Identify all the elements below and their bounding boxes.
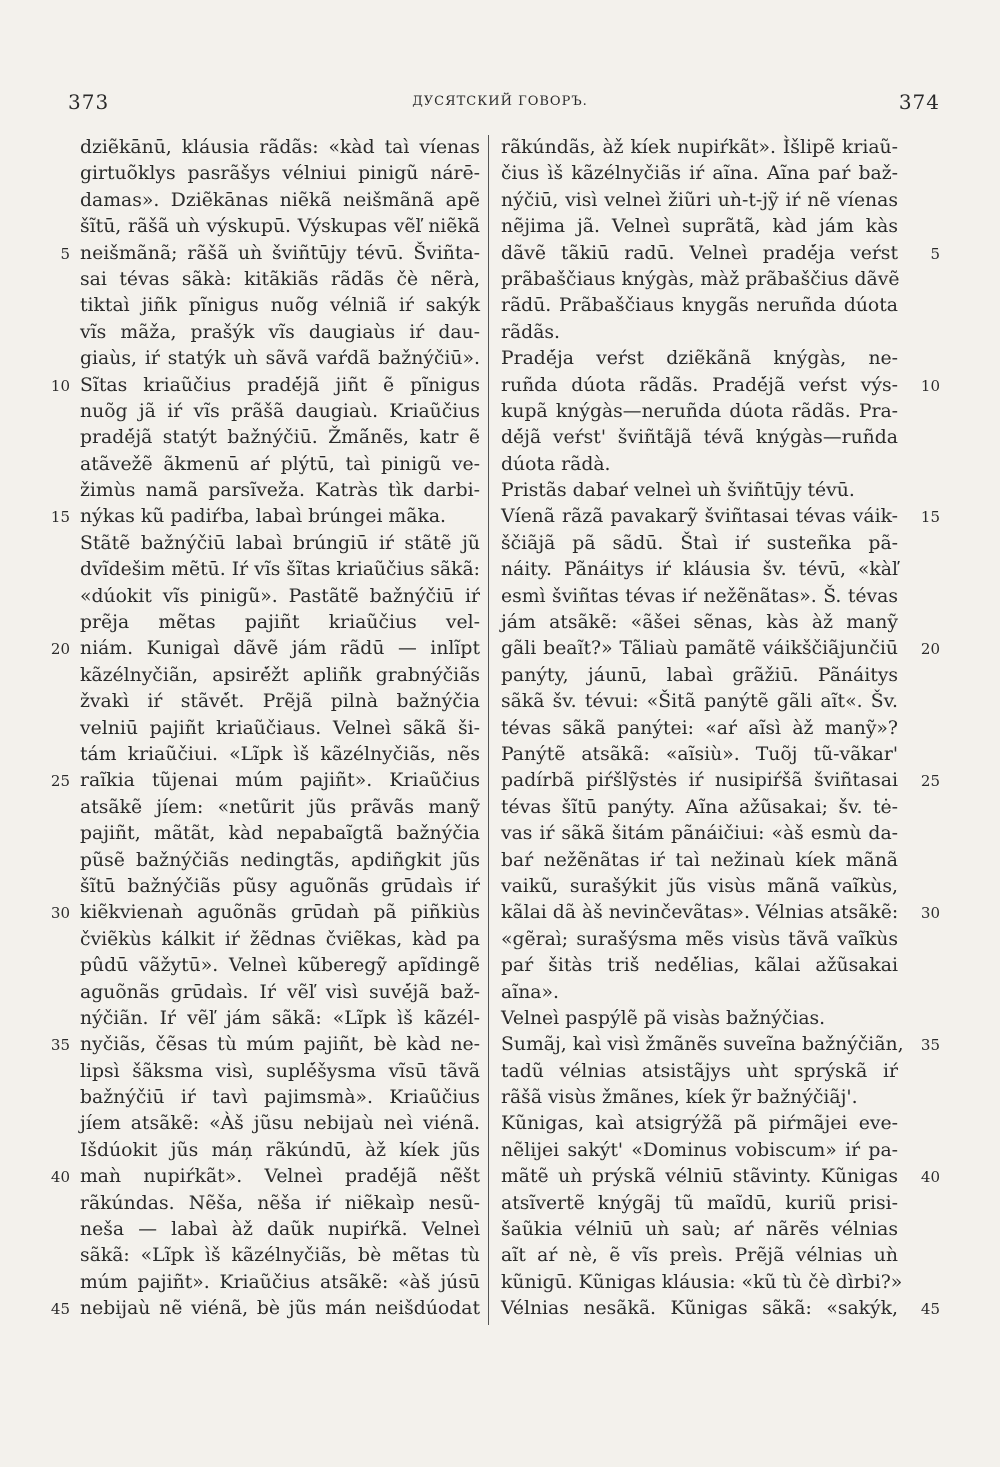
line-text: nẽlijei sakýt' «Dominus vobiscum» iŕ pa- xyxy=(501,1139,898,1161)
line-text: náity. Pãnáitys iŕ kláusia šv. tévū, «kàľ xyxy=(501,559,898,581)
text-line xyxy=(38,346,480,372)
text-line xyxy=(501,425,938,451)
text-line xyxy=(501,1296,938,1322)
text-line xyxy=(501,716,938,742)
line-text: Stãtẽ bažnýčiū labaì brúngiū iŕ stãtẽ jũ xyxy=(80,532,480,554)
page-number-right: 374 xyxy=(898,90,940,114)
text-line xyxy=(501,821,938,847)
text-line xyxy=(38,241,480,267)
text-line xyxy=(38,716,480,742)
line-number: 5 xyxy=(930,244,940,263)
line-number: 25 xyxy=(50,772,70,791)
line-text: nýčiū, visì velneì žiũri uǹ-t-jỹ iŕ nẽ víenas xyxy=(501,189,898,211)
text-line xyxy=(501,1111,938,1137)
text-line xyxy=(501,557,938,583)
text-line xyxy=(38,1164,480,1190)
line-text: damas». Dziẽkānas niẽkã neišmãnã apẽ xyxy=(80,189,480,211)
text-line xyxy=(38,689,480,715)
line-text: neša — labaì àž daũk nupiŕkã. Velneì xyxy=(80,1219,480,1241)
text-line xyxy=(38,1111,480,1137)
line-text: tám kriaũčiui. «Lĩpk ìš kãzélnyčiãs, nẽs xyxy=(80,743,480,765)
line-text: giaùs, iŕ statýk uǹ sãvã vaŕdã bažnýčiū». xyxy=(80,348,480,370)
text-line xyxy=(38,161,480,187)
text-line xyxy=(38,980,480,1006)
text-line xyxy=(38,874,480,900)
line-text: dúota rãdà. xyxy=(501,453,611,475)
text-line xyxy=(501,373,938,399)
line-text: panýty, jáunū, labaì grãžiū. Pãnáitys xyxy=(501,664,898,686)
line-text: girtuõklys pasrãšys vélniui pinigũ nárē- xyxy=(80,163,480,185)
line-text: pajiñt, mãtãt, kàd nepabaĩgtã bažnýčia xyxy=(80,823,480,845)
line-text: Kũnigas, kaì atsigrýžã pã piŕmãjei eve- xyxy=(501,1113,898,1135)
line-text: padírbã piŕšlỹstės iŕ nusipiŕšã šviñtasai xyxy=(501,770,898,792)
text-line xyxy=(38,267,480,293)
line-text: Velneì paspýlẽ pã visàs bažnýčias. xyxy=(501,1007,826,1029)
text-line xyxy=(501,478,938,504)
line-text: tiktaì jiñk pĩnigus nuõg vélniã iŕ sakýk xyxy=(80,295,480,317)
line-number: 20 xyxy=(50,640,70,659)
line-text: žvakì iŕ stãvė́t. Prẽjã pilnà bažnýčia xyxy=(80,691,480,713)
line-text: neišmãnã; rãšã uǹ šviñtūjy tévū. Šviñta- xyxy=(80,242,480,264)
text-line xyxy=(501,795,938,821)
line-text: sai tévas sãkà: kitãkiãs rãdãs čè nẽrà, xyxy=(80,268,480,290)
line-text: šĩtū bažnýčiãs pũsy aguõnãs grūdaìs iŕ xyxy=(80,875,480,897)
line-number: 15 xyxy=(50,508,70,527)
line-number: 10 xyxy=(50,376,70,395)
text-line xyxy=(501,135,938,161)
line-text: vĩs mãža, prašýk vĩs daugiaùs iŕ dau- xyxy=(80,321,480,343)
line-text: niám. Kunigaì dãvẽ jám rãdū — inlĩpt xyxy=(80,638,480,660)
line-text: atsãkẽ jíem: «netũrit jũs prãvãs manỹ xyxy=(80,796,480,818)
text-line xyxy=(38,848,480,874)
text-line xyxy=(38,320,480,346)
text-line xyxy=(501,1032,938,1058)
line-text: vaikũ, surašýkit jũs visùs mãnã vaĩkùs, xyxy=(501,875,898,897)
left-text-column xyxy=(38,135,480,1325)
line-text: kũnigū. Kũnigas kláusia: «kũ tù čè dìrbi?» xyxy=(501,1271,903,1293)
running-title: ДУСЯТСКИЙ ГОВОРЪ. xyxy=(412,94,588,109)
text-line xyxy=(38,953,480,979)
text-line xyxy=(38,1217,480,1243)
text-line xyxy=(501,1085,938,1111)
text-line xyxy=(501,689,938,715)
line-text: čviẽkùs kálkit iŕ žẽdnas čviẽkas, kàd pa xyxy=(80,928,480,950)
text-line xyxy=(38,742,480,768)
line-text: nebijaù nẽ viénã, bè jũs mán neišdúodat xyxy=(80,1298,480,1320)
text-line xyxy=(501,214,938,240)
line-text: jíem atsãkẽ: «Àš jũsu nebijaù neì viénã. xyxy=(80,1113,480,1135)
text-line xyxy=(38,900,480,926)
text-line xyxy=(38,504,480,530)
line-text: ščiãjã pã sãdū. Štaì iŕ susteñka pã- xyxy=(501,532,898,554)
line-text: paŕ šitàs triš nedė́lias, kãlai ažũsakai xyxy=(501,955,898,977)
text-line xyxy=(38,478,480,504)
text-line xyxy=(501,188,938,214)
line-number: 35 xyxy=(920,1036,940,1055)
line-number: 10 xyxy=(920,376,940,395)
line-text: šĩtū, rãšã uǹ výskupū. Výskupas vẽľ niẽkã xyxy=(80,216,480,238)
line-text: atãvežẽ ãkmenū aŕ plýtū, taì pinigũ ve- xyxy=(80,453,480,475)
text-line xyxy=(38,1243,480,1269)
line-number: 45 xyxy=(50,1300,70,1319)
line-text: kãzélnyčiãn, apsirė́žt apliñk grabnýčiãs xyxy=(80,664,480,686)
text-line xyxy=(38,557,480,583)
line-text: atsĩvertẽ knýgãj tũ maĩdū, kuriũ prisi- xyxy=(501,1192,898,1214)
line-number: 30 xyxy=(50,904,70,923)
line-text: prãbaščiaus knýgàs, màž prãbaščius dãvẽ xyxy=(501,268,900,290)
line-number: 25 xyxy=(920,772,940,791)
line-text: raĩkia tũjenai múm pajiñt». Kriaũčius xyxy=(80,770,480,792)
line-text: nyčiãs, čẽsas tù múm pajiñt, bè kàd ne- xyxy=(80,1034,480,1056)
line-text: nýčiãn. Iŕ vẽľ jám sãkã: «Lĩpk ìš kãzél- xyxy=(80,1007,480,1029)
text-line xyxy=(501,742,938,768)
text-line xyxy=(38,927,480,953)
text-line xyxy=(38,135,480,161)
text-line xyxy=(38,1059,480,1085)
line-number: 30 xyxy=(920,904,940,923)
line-text: rãkúndãs, àž kíek nupiŕkãt». Ìšlipẽ kriaũ- xyxy=(501,137,898,158)
line-text: aĩt aŕ nè, ẽ vĩs preìs. Prẽjã vélnias uǹ xyxy=(501,1245,898,1267)
text-line xyxy=(38,795,480,821)
line-text: «gẽraì; surašýsma mẽs visùs tãvã vaĩkùs xyxy=(501,928,898,950)
line-text: pradė́jã statýt bažnýčiū. Žmã́nẽs, katr ẽ xyxy=(80,427,480,449)
line-text: Sĩtas kriaũčius pradė́jã jiñt ẽ pĩnigus xyxy=(80,374,480,396)
text-line xyxy=(38,1085,480,1111)
line-text: baŕ nežẽnãtas iŕ taì nežinaù kíek mãnã xyxy=(501,849,898,871)
text-line xyxy=(501,161,938,187)
text-line xyxy=(501,1270,938,1296)
line-text: Víenã rãzã pavakarỹ šviñtasai tévas váik- xyxy=(501,506,898,528)
line-number: 35 xyxy=(50,1036,70,1055)
text-line xyxy=(501,636,938,662)
text-line xyxy=(501,584,938,610)
text-line xyxy=(38,1296,480,1322)
line-text: «dúokit vĩs pinigũ». Pastãtẽ bažnýčiū iŕ xyxy=(80,585,480,607)
line-number: 15 xyxy=(920,508,940,527)
line-text: nẽjima jã. Velneì suprãtã, kàd jám kàs xyxy=(501,216,898,238)
text-line xyxy=(501,1164,938,1190)
line-number: 20 xyxy=(920,640,940,659)
text-line xyxy=(501,610,938,636)
text-line xyxy=(501,504,938,530)
text-line xyxy=(501,1243,938,1269)
line-text: Panýtẽ atsãkã: «aĩsiù». Tuõj tũ-vãkar' xyxy=(501,743,898,765)
text-line xyxy=(501,900,938,926)
line-text: sãkã šv. tévui: «Šitã panýtẽ gãli aĩt«. Šv. xyxy=(501,691,898,713)
text-line xyxy=(501,531,938,557)
line-text: dė́jã veŕst' šviñtãjã tévã knýgàs—ruñda xyxy=(501,427,898,449)
text-line xyxy=(38,610,480,636)
text-line xyxy=(501,980,938,1006)
line-text: mãtẽ uǹ prýskã vélniū stãvinty. Kũnigas xyxy=(501,1166,898,1188)
line-text: múm pajiñt». Kriaũčius atsãkẽ: «àš júsū xyxy=(80,1271,480,1293)
line-text: pûdū vãžytū». Velneì kũberegỹ apĩdingẽ xyxy=(80,955,480,977)
line-number: 45 xyxy=(920,1300,940,1319)
line-text: sãkã: «Lĩpk ìš kãzélnyčiãs, bè mẽtas tù xyxy=(80,1245,480,1267)
line-number: 40 xyxy=(920,1168,940,1187)
text-line xyxy=(501,1191,938,1217)
line-text: Vélnias nesãkã. Kũnigas sãkã: «sakýk, xyxy=(501,1298,898,1320)
line-text: rãdū. Prãbaščiaus knygãs neruñda dúota xyxy=(501,295,898,317)
text-line xyxy=(501,399,938,425)
right-text-column xyxy=(488,135,938,1325)
line-text: gãli beaĩt?» Tãliaù pamãtẽ váikščiãjunčiū xyxy=(501,638,898,660)
text-line xyxy=(38,1032,480,1058)
page-header xyxy=(60,90,940,120)
line-text: tévas šĩtū panýty. Aĩna ažũsakai; šv. tė- xyxy=(501,796,898,818)
text-line xyxy=(501,663,938,689)
line-text: kiẽkvienaǹ aguõnãs grūdaǹ pã piñkiùs xyxy=(80,902,480,924)
text-line xyxy=(38,768,480,794)
text-line xyxy=(38,531,480,557)
line-text: nýkas kũ padiŕba, labaì brúngei mãka. xyxy=(80,506,446,528)
text-line xyxy=(38,663,480,689)
text-line xyxy=(38,821,480,847)
line-text: tadũ vélnias atsistãjys uǹt sprýskã iŕ xyxy=(501,1060,898,1082)
text-line xyxy=(38,1270,480,1296)
line-text: vas iŕ sãkã šitám pãnáičiui: «àš esmù da- xyxy=(501,823,898,845)
text-line xyxy=(501,848,938,874)
line-text: dvĩdešim mẽtū. Iŕ vĩs šĩtas kriaũčius sãkã: xyxy=(80,559,480,581)
line-text: tévas sãkã panýtei: «aŕ aĩsì àž manỹ»? xyxy=(501,717,898,739)
text-line xyxy=(38,425,480,451)
line-text: rãšã visùs žmãnes, kíek ỹr bažnýčiãj'. xyxy=(501,1087,858,1109)
line-text: aguõnãs grūdaìs. Iŕ vẽľ visì suvė́jã baž- xyxy=(80,981,480,1003)
line-text: Sumãj, kaì visì žmãnẽs suveĩna bažnýčiãn, xyxy=(501,1034,904,1056)
line-text: bažnýčiū iŕ tavì pajimsmà». Kriaũčius xyxy=(80,1087,480,1109)
text-line xyxy=(38,293,480,319)
text-line xyxy=(501,874,938,900)
text-line xyxy=(501,452,938,478)
text-line xyxy=(501,1059,938,1085)
line-text: dãvẽ tãkiū radū. Velneì pradė́ja veŕst xyxy=(501,242,898,264)
line-text: šaũkia vélniū uǹ saù; aŕ nãrẽs vélnias xyxy=(501,1219,898,1241)
text-line xyxy=(501,1006,938,1032)
line-text: Išdúokit jũs máņ rãkúndū, àž kíek jũs xyxy=(80,1139,480,1161)
text-line xyxy=(38,584,480,610)
line-text: rãdãs. xyxy=(501,321,561,343)
line-text: lipsì šãksma visì, suplė́šysma vĩsū tãvã xyxy=(80,1060,480,1082)
text-line xyxy=(501,293,938,319)
text-line xyxy=(501,768,938,794)
text-line xyxy=(38,636,480,662)
text-line xyxy=(38,214,480,240)
line-text: prẽja mẽtas pajiñt kriaũčius vel- xyxy=(80,612,480,634)
text-line xyxy=(38,1138,480,1164)
text-line xyxy=(501,927,938,953)
line-text: kãlai dã àš nevinčevãtas». Vélnias atsãkẽ: xyxy=(501,902,899,924)
text-line xyxy=(38,399,480,425)
line-text: velniū pajiñt kriaũčiaus. Velneì sãkã ši- xyxy=(80,717,480,739)
line-text: pũsẽ bažnýčiãs nedingtãs, apdiñgkit jũs xyxy=(80,849,480,871)
text-line xyxy=(501,1217,938,1243)
line-text: ruñda dúota rãdãs. Pradė́jã veŕst výs- xyxy=(501,374,898,396)
line-text: maǹ nupiŕkãt». Velneì pradė́jã nẽšt xyxy=(80,1166,480,1188)
line-text: rãkúndas. Nẽša, nẽša iŕ niẽkaìp nesũ- xyxy=(80,1192,480,1214)
text-line xyxy=(501,346,938,372)
text-line xyxy=(501,241,938,267)
text-line xyxy=(501,320,938,346)
text-line xyxy=(38,188,480,214)
text-line xyxy=(38,1191,480,1217)
line-text: žimùs namã parsĩveža. Katràs tìk darbi- xyxy=(80,480,480,502)
text-line xyxy=(501,267,938,293)
text-line xyxy=(501,1138,938,1164)
line-text: esmì šviñtas tévas iŕ nežẽnãtas». Š. tévas xyxy=(501,585,898,607)
line-text: Pristãs dabaŕ velneì uǹ šviñtūjy tévū. xyxy=(501,480,855,502)
line-text: aĩna». xyxy=(501,981,559,1003)
text-line xyxy=(38,373,480,399)
line-text: jám atsãkẽ: «ãšei sẽnas, kàs àž manỹ xyxy=(501,612,898,634)
line-text: nuõg jã iŕ vĩs prãšã daugiaù. Kriaũčius xyxy=(80,400,480,422)
text-line xyxy=(38,452,480,478)
text-line xyxy=(38,1006,480,1032)
line-text: čius ìš kãzélnyčiãs iŕ aĩna. Aĩna paŕ baž- xyxy=(501,163,898,185)
line-text: dziẽkānū, kláusia rãdãs: «kàd taì víenas xyxy=(80,137,480,158)
line-text: Pradė́ja veŕst dziẽkãnã knýgàs, ne- xyxy=(501,348,898,370)
line-number: 40 xyxy=(50,1168,70,1187)
line-number: 5 xyxy=(60,244,70,263)
line-text: kupã knýgàs—neruñda dúota rãdãs. Pra- xyxy=(501,400,898,422)
text-line xyxy=(501,953,938,979)
page-number-left: 373 xyxy=(68,90,110,114)
